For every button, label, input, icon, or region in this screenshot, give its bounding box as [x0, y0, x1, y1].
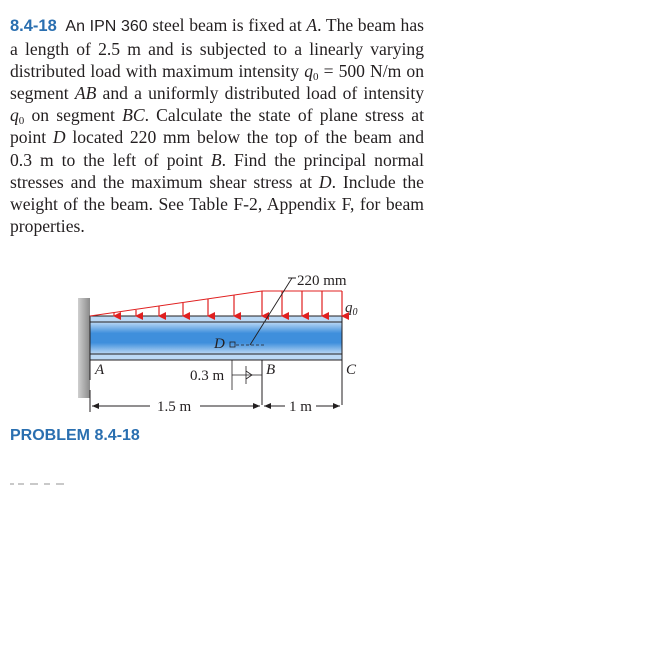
text-segment: . Include the weight of the beam. See Table F-2, Appendix F, for beam properties. — [10, 171, 424, 236]
fixed-support-wall — [78, 298, 90, 398]
text-var-B: B — [210, 149, 222, 170]
text-segment: and a uniformly distributed load of intensity — [96, 83, 425, 104]
dim-03m-label: 0.3 m — [190, 368, 225, 384]
text-beam-type: An IPN 360 — [65, 18, 148, 35]
text-segment: . The beam has a length of 2.5 m and is subjected to a linearly varying distributed load with maximum intensity — [10, 15, 424, 82]
text-segment: . Calculate the state of plane stress at point — [10, 105, 425, 148]
load-q0-label: $q_0$ — [345, 300, 358, 318]
text-segment: located 220 mm below the top of the beam and 0.3 m to the left of point — [10, 127, 424, 170]
text-segment: = 500 N/m on segment — [10, 61, 424, 104]
dim-03m — [190, 360, 262, 390]
text-var-A: A — [306, 15, 318, 35]
dim-15m-label: 1.5 m — [157, 399, 192, 415]
text-var-D: D — [52, 127, 66, 148]
text-sub-0: 0 — [312, 71, 319, 84]
point-D-label: D — [214, 336, 225, 352]
text-var-q: q — [10, 105, 19, 126]
cropped-text-fragment — [10, 482, 70, 486]
text-var-AB: AB — [74, 83, 97, 104]
text-var-q: q — [304, 61, 313, 82]
text-segment: on segment — [24, 105, 123, 126]
text-var-BC: BC — [122, 105, 145, 126]
text-var-D: D — [318, 171, 332, 192]
text-segment: . Find the principal normal stresses and the maximum shear stress at — [10, 149, 424, 192]
label-B: B — [266, 362, 276, 378]
text-sub-0: 0 — [18, 115, 25, 128]
label-C: C — [346, 362, 357, 378]
uniform-distributed-load — [262, 291, 342, 316]
dim-220mm-label: 220 mm — [297, 273, 347, 289]
linear-distributed-load — [90, 291, 262, 316]
text-segment: steel beam is fixed at — [147, 15, 307, 35]
dim-1m-label: 1 m — [289, 399, 312, 415]
figure-caption: PROBLEM 8.4-18 — [10, 427, 140, 444]
label-A: A — [95, 362, 105, 378]
problem-number: 8.4-18 — [10, 17, 57, 35]
dim-lengths — [90, 390, 340, 415]
